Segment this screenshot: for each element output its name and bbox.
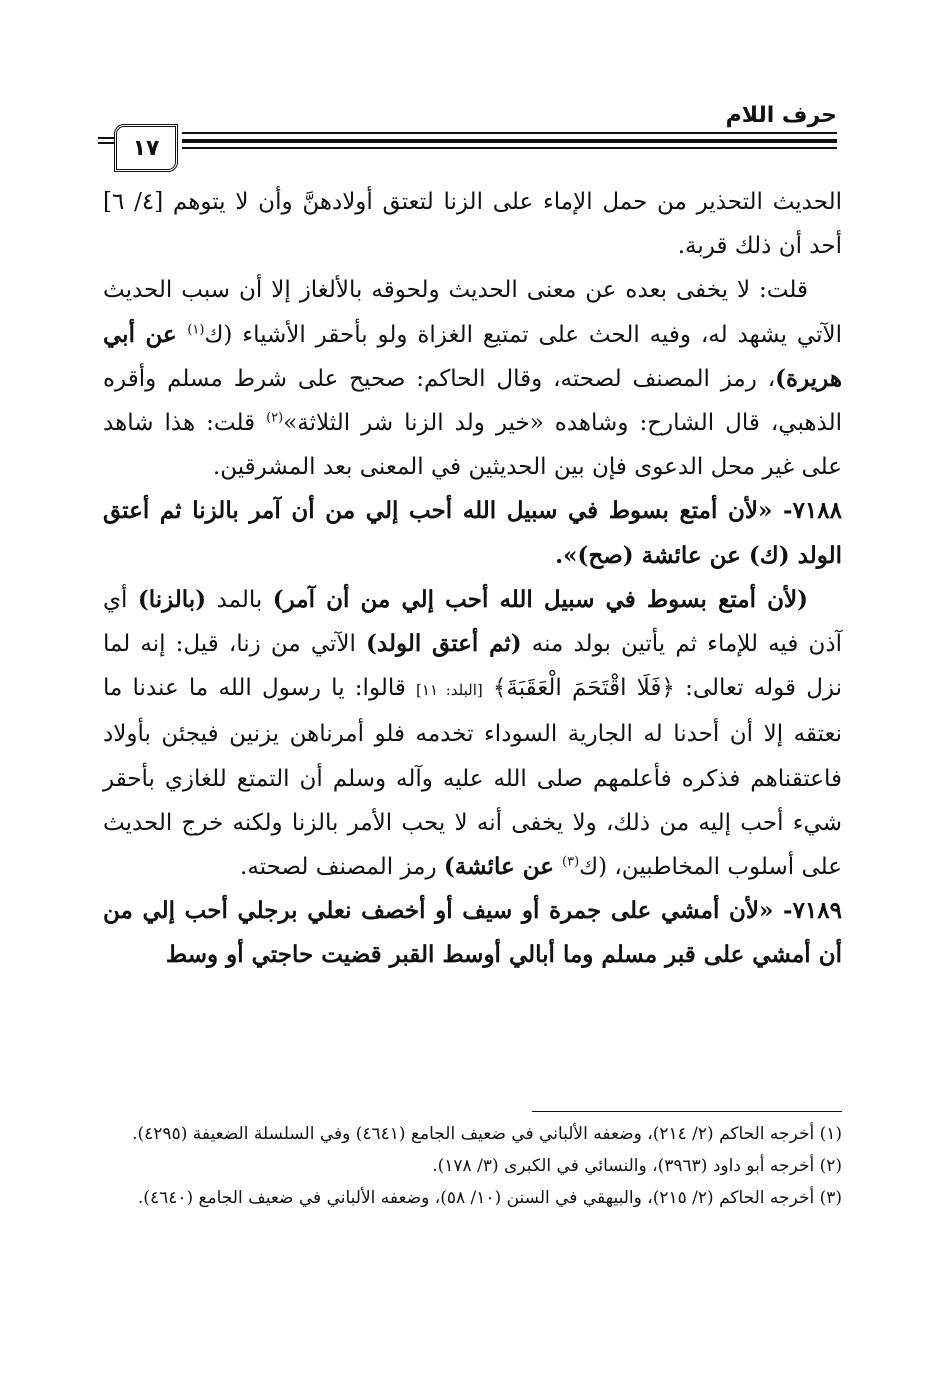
text-segment: قلت: لا يخفى بعده عن معنى الحديث ولحوقه بالألغاز إلا أن سبب الحديث الآتي يشهد له، وفيه الحث على تمتيع الغزاة ولو بأحقر الأشياء (ك bbox=[103, 277, 842, 348]
bold-quote: (ثم أعتق الولد) bbox=[366, 630, 522, 658]
main-text bbox=[103, 180, 842, 978]
bold-quote: (بالزنا) bbox=[137, 585, 207, 613]
text-segment: ، رمز المصنف لصحته، وقال الحاكم: صحيح على شرط مسلم وأقره الذهبي، قال الشارح: وشاهده «خير ولد الزنا شر الثلاثة» bbox=[103, 365, 842, 437]
header-rule-thick bbox=[182, 139, 837, 143]
paragraph-intro: الحديث التحذير من حمل الإماء على الزنا لتعتق أولادهنَّ وأن لا يتوهم [٤/ ٦] أحد أن ذلك قربة. bbox=[103, 189, 842, 260]
footnote-3: (٣) أخرجه الحاكم (٢/ ٢١٥)، والبيهقي في السنن (١٠/ ٥٨)، وضعفه الألباني في ضعيف الجامع (٤٦٤٠). bbox=[137, 1188, 842, 1208]
footnote-1: (١) أخرجه الحاكم (٢/ ٢١٤)، وضعفه الألباني في ضعيف الجامع (٤٦٤١) وفي السلسلة الضعيفة (٤٢٩٥). bbox=[132, 1124, 842, 1144]
footnote-ref: (٣) bbox=[562, 854, 580, 870]
page-number: ١٧ bbox=[114, 124, 178, 172]
footnote-divider bbox=[532, 1111, 842, 1112]
header-rule-bottom bbox=[182, 147, 837, 149]
hadith-7188: ٧١٨٨- «لأن أمتع بسوط في سبيل الله أحب إلي من أن آمر بالزنا ثم أعتق الولد (ك) عن عائشة (صح)». bbox=[103, 497, 842, 569]
paragraph-explanation-7188 bbox=[103, 578, 842, 889]
footnote-2: (٢) أخرجه أبو داود (٣٩٦٣)، والنسائي في الكبرى (٣/ ١٧٨). bbox=[432, 1156, 842, 1176]
footnote-ref: (٢) bbox=[266, 410, 284, 426]
hadith-7189: ٧١٨٩- «لأن أمشي على جمرة أو سيف أو أخصف نعلي برجلي أحب إلي من أن أمشي على قبر مسلم وما أبالي أوسط القبر قضيت حاجتي أو وسط bbox=[103, 897, 842, 969]
bold-source: عن أبي هريرة) bbox=[103, 320, 842, 392]
text-segment: بالمد bbox=[206, 586, 273, 613]
bold-source: عن عائشة) bbox=[443, 853, 562, 881]
paragraph-commentary bbox=[103, 268, 842, 489]
footnotes bbox=[103, 1120, 842, 1216]
footnote-ref: (١) bbox=[187, 321, 205, 337]
text-segment: قلت: هذا شاهد على غير محل الدعوى فإن بين الحديثين في المعنى بعد المشرقين. bbox=[103, 410, 842, 481]
header-rule-left bbox=[98, 137, 114, 144]
text-segment: رمز المصنف لصحته. bbox=[240, 854, 444, 881]
chapter-title: حرف اللام bbox=[725, 103, 837, 128]
text-segment: أي آذن فيه للإماء ثم يأتين بولد منه bbox=[103, 586, 842, 658]
text-segment: قالوا: يا رسول الله ما عندنا ما نعتقه إلا أن أحدنا له الجارية السوداء تخدمه فلو أمرناهن يزنين فيجئن بأولاد فاعتقناهم فذكره فأعلمهم صلى الله عليه وآله وسلم أن التمتع للغازي بأحقر شيء أحب إليه من ذلك، ولا يخفى أنه لا يحب الأمر بالزنا ولكنه خرج الحديث على أسلوب المخاطبين، (ك bbox=[103, 675, 842, 881]
bold-quote: (لأن أمتع بسوط في سبيل الله أحب إلي من أن آمر) bbox=[272, 585, 808, 613]
header-rule bbox=[182, 132, 837, 134]
quran-reference: [البلد: ١١] bbox=[416, 681, 483, 700]
text-segment: الآتي من زنا، قيل: إنه لما نزل قوله تعالى: ﴿فَلَا اقْتَحَمَ الْعَقَبَةَ﴾ bbox=[103, 631, 842, 702]
